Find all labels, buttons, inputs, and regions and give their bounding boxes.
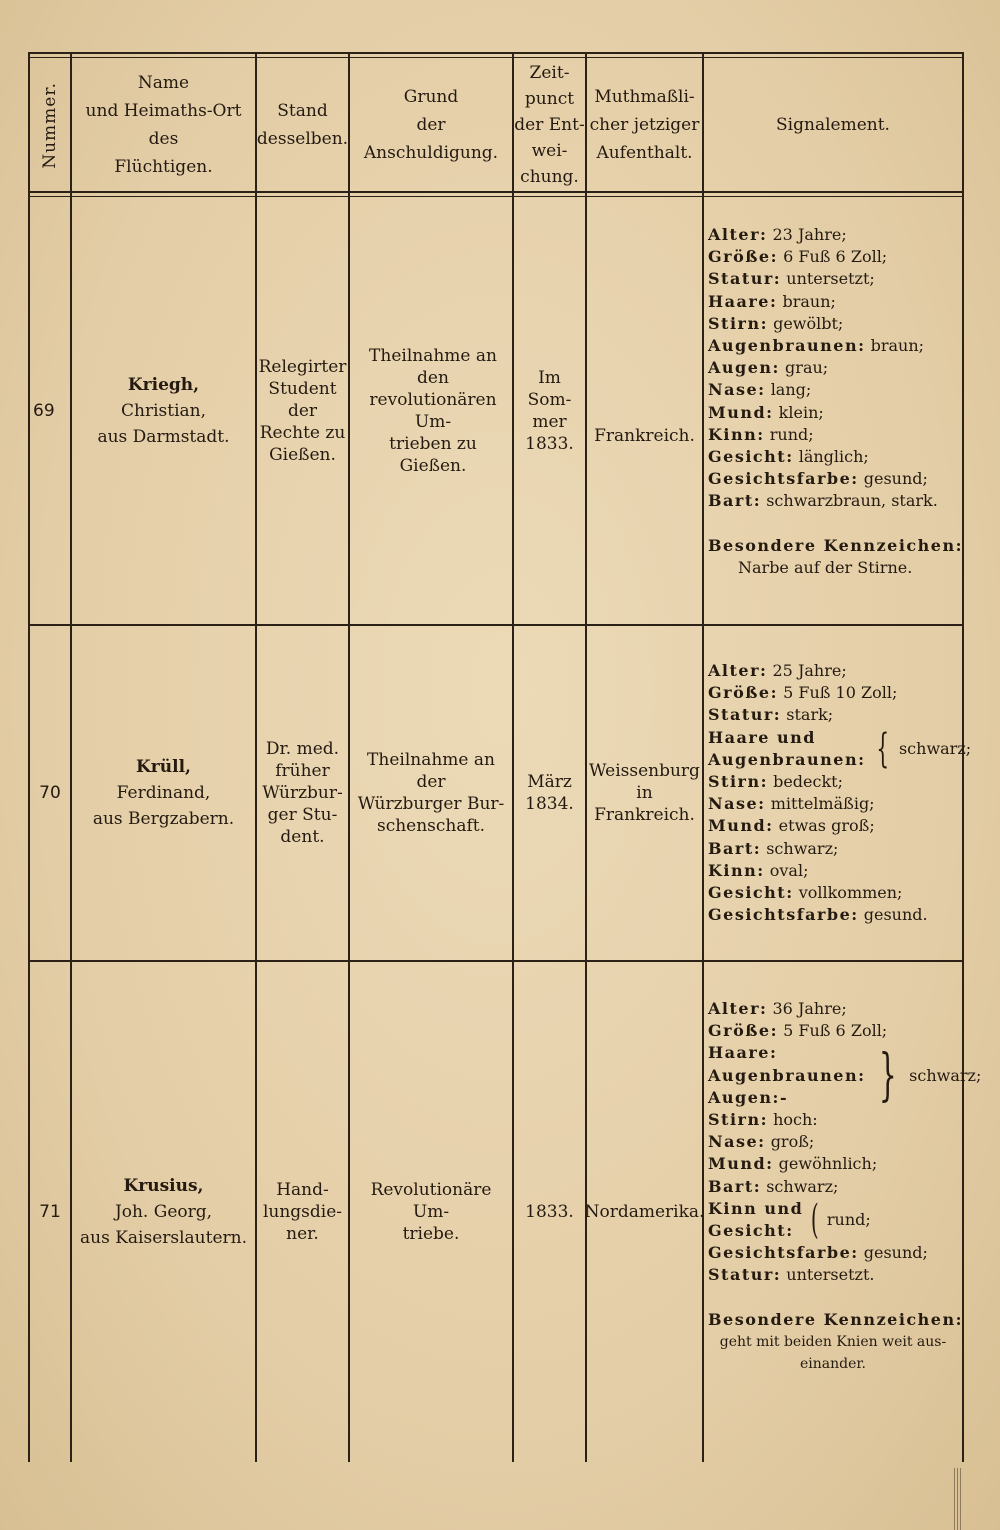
zeit-line: 1833. [525, 434, 574, 454]
header-line: wei- [531, 141, 568, 161]
header-number [30, 60, 70, 190]
name-line: Krusius, [123, 1176, 204, 1196]
sig-value: gesund; [863, 1243, 928, 1263]
name-line: aus Kaiserslautern. [79, 1228, 247, 1248]
sig-line [708, 424, 963, 446]
fugitive-name [72, 626, 255, 960]
header-line: desselben. [256, 129, 349, 149]
register-table [28, 52, 982, 1462]
sig-value: oval; [769, 860, 809, 880]
sig-label: Gesichtsfarbe: [708, 905, 859, 925]
sig-value: groß; [770, 1132, 815, 1152]
brace-icon: } [878, 1042, 897, 1108]
sig-value: lang; [770, 380, 812, 400]
signalement-71 [708, 998, 981, 1375]
sig-line [708, 224, 963, 246]
sig-label: Haare und [708, 727, 816, 747]
sig-line [708, 446, 963, 468]
header-signalement [704, 60, 962, 190]
sig-label: Mund: [708, 816, 774, 836]
aufenthalt [587, 626, 702, 960]
stand-line: Dr. med. [265, 739, 340, 759]
stand [257, 626, 348, 960]
header-line: des [148, 129, 179, 149]
row-number-value: 70 [39, 783, 61, 803]
sig-line [708, 1153, 981, 1175]
sig-value: gewöhnlich; [778, 1154, 878, 1174]
header-line: der [416, 115, 446, 135]
header-line: cher jetziger [589, 115, 700, 135]
brace-icon: { [875, 725, 889, 772]
sig-line [708, 793, 971, 815]
sig-label: Kinn: [708, 424, 765, 444]
sig-value: schwarz; [766, 838, 839, 858]
sig-value: hoch: [773, 1110, 818, 1130]
name-line: Christian, [121, 401, 206, 421]
sig-label: Haare: [708, 291, 778, 311]
fugitive-name [72, 198, 255, 624]
sig-label: Kinn: [708, 860, 765, 880]
grund-line: Theilnahme an den [369, 346, 497, 388]
header-line: Aufenthalt. [596, 143, 693, 163]
sig-line [708, 815, 971, 837]
stand-line: früher [275, 761, 330, 781]
sig-line [708, 998, 981, 1020]
header-rule-thin [28, 196, 964, 197]
sig-label: Gesichtsfarbe: [708, 1243, 859, 1263]
sig-label: Statur: [708, 705, 782, 725]
sig-label: Größe: [708, 683, 779, 703]
sig-line [708, 468, 963, 490]
sig-label: Augen: [708, 358, 780, 378]
sig-label: Gesicht: [708, 1221, 794, 1241]
header-line: Signalement. [776, 115, 890, 135]
stand-line: Hand- [276, 1180, 329, 1200]
name-line: Joh. Georg, [114, 1202, 213, 1222]
sig-line [708, 490, 963, 512]
sig-label: Alter: [708, 661, 768, 680]
sig-line [708, 1242, 981, 1264]
special-marks-label: Besondere Kennzeichen: [708, 535, 963, 555]
sig-line [708, 291, 963, 313]
sig-line [708, 882, 971, 904]
grund [350, 198, 512, 624]
sig-line [708, 682, 971, 704]
sig-value: 5 Fuß 6 Zoll; [783, 1021, 888, 1041]
sig-value: etwas groß; [778, 816, 875, 836]
special-marks-label: Besondere Kennzeichen: [708, 1309, 963, 1329]
sig-label: Mund: [708, 1154, 774, 1174]
sig-label: Gesichtsfarbe: [708, 469, 859, 489]
stand-line: Relegirter [258, 357, 347, 377]
aufenthalt-line: Frankreich. [594, 426, 695, 446]
stand-line: lungsdie- [262, 1202, 343, 1222]
sig-line [708, 402, 963, 424]
sig-label: Bart: [708, 1176, 762, 1196]
header-line: Muthmaßli- [594, 87, 695, 107]
zeitpunct [514, 962, 585, 1462]
name-line: Kriegh, [127, 375, 200, 395]
sig-value: braun; [870, 336, 925, 356]
header-line: chung. [520, 167, 579, 187]
zeitpunct [514, 198, 585, 624]
name-line: Krüll, [136, 757, 191, 777]
top-rule [28, 52, 964, 54]
header-rule [28, 191, 964, 193]
sig-label: Augenbraunen: [708, 336, 866, 356]
name-line: Ferdinand, [116, 783, 211, 803]
sig-label: Kinn und [708, 1198, 804, 1218]
zeit-line: Im [538, 368, 561, 388]
row-number [30, 198, 70, 624]
aufenthalt [584, 962, 705, 1462]
grund-line: Würzburger Bur- [357, 794, 505, 814]
sig-value: vollkommen; [798, 883, 903, 903]
aufenthalt-line: Weissenburg [589, 761, 700, 781]
special-line: geht mit beiden Knien weit aus- [719, 1333, 947, 1350]
sig-label: Mund: [708, 402, 774, 422]
aufenthalt-line: Nordamerika. [584, 1202, 705, 1222]
sig-label: Nase: [708, 1132, 766, 1152]
row-number-value: 69 [33, 401, 55, 421]
sig-value: 6 Fuß 6 Zoll; [783, 247, 888, 267]
row-number [30, 962, 70, 1462]
sig-brace-group [708, 1042, 981, 1109]
sig-value: gesund. [863, 905, 928, 925]
sig-label: Nase: [708, 794, 766, 814]
header-line: Zeit- [529, 63, 570, 83]
stand-line: der [287, 401, 318, 421]
sig-line [708, 860, 971, 882]
sig-value: bedeckt; [773, 772, 843, 792]
zeit-line: März [527, 772, 572, 792]
stand-line: dent. [280, 827, 325, 847]
sig-value: braun; [782, 291, 836, 311]
sig-value: schwarz; [898, 738, 972, 758]
grund-line: Revolutionäre Um- [370, 1180, 492, 1222]
stand-line: Rechte zu [259, 423, 346, 443]
stand-line: Student [268, 379, 337, 399]
sig-brace-group [708, 727, 971, 771]
header-line: Anschuldigung. [363, 143, 499, 163]
sig-value: klein; [778, 402, 824, 422]
header-zeit [514, 60, 585, 190]
sig-value: 25 Jahre; [772, 661, 847, 680]
aufenthalt [587, 198, 702, 624]
sig-value: schwarzbraun, stark. [766, 491, 938, 511]
grund-line: triebe. [402, 1224, 460, 1244]
zeitpunct [514, 626, 585, 960]
signalement-69 [708, 224, 963, 579]
sig-value: mittelmäßig; [770, 794, 875, 814]
sig-value: untersetzt; [786, 269, 875, 289]
stand-line: ger Stu- [267, 805, 338, 825]
sig-label: Größe: [708, 1021, 779, 1041]
sig-line [708, 1176, 981, 1198]
grund-line: Theilnahme an der [367, 750, 495, 792]
grund-line: revolutionären Um- [369, 390, 497, 432]
zeit-line: Som- [527, 390, 572, 410]
sig-line [708, 335, 963, 357]
sig-line [708, 704, 971, 726]
sig-label: Augenbraunen: [708, 1065, 866, 1085]
header-line: Stand [277, 101, 328, 121]
sig-value: 36 Jahre; [772, 999, 847, 1018]
sig-label: Gesicht: [708, 447, 794, 467]
sig-label: Augenbraunen: [708, 749, 866, 769]
stand-line: ner. [286, 1224, 319, 1244]
stand [257, 198, 348, 624]
sig-line [708, 1020, 981, 1042]
header-line: Name [137, 73, 190, 93]
sig-line [708, 838, 971, 860]
sig-value: rund; [826, 1209, 871, 1229]
special-line: einander. [800, 1356, 866, 1373]
sig-value: stark; [786, 705, 834, 725]
sig-line [708, 246, 963, 268]
fugitive-name [72, 962, 255, 1462]
sig-value: untersetzt. [786, 1265, 875, 1285]
grund [350, 962, 512, 1462]
signalement-70 [708, 660, 971, 926]
sig-line [708, 660, 971, 682]
header-aufenthalt [587, 60, 702, 190]
header-line: Grund [403, 87, 459, 107]
top-rule-thin [28, 57, 964, 58]
header-line: der Ent- [514, 115, 585, 135]
zeit-line: 1833. [525, 1202, 574, 1222]
sig-label: Stirn: [708, 313, 768, 333]
brace-icon: ( [811, 1197, 819, 1244]
name-line: aus Darmstadt. [97, 427, 230, 447]
header-line: und Heimaths-Ort [85, 101, 242, 121]
header-name [72, 60, 255, 190]
sig-line [708, 268, 963, 290]
sig-value: länglich; [798, 447, 869, 467]
sig-value: gewölbt; [773, 313, 844, 333]
sig-label: Größe: [708, 247, 779, 267]
binding-edge [954, 1468, 962, 1530]
sig-label: Haare: [708, 1043, 778, 1063]
zeit-line: 1834. [525, 794, 574, 814]
sig-line [708, 379, 963, 401]
header-grund [350, 60, 512, 190]
sig-label: Bart: [708, 491, 762, 511]
header-line: Flüchtigen. [114, 157, 213, 177]
sig-value: rund; [769, 424, 814, 444]
name-line: aus Bergzabern. [92, 809, 235, 829]
row-number-value: 71 [39, 1202, 61, 1222]
grund [350, 626, 512, 960]
sig-label: Statur: [708, 269, 782, 289]
sig-value: schwarz; [909, 1065, 982, 1085]
sig-value: gesund; [863, 469, 928, 489]
sig-value: 5 Fuß 10 Zoll; [783, 683, 898, 703]
sig-line [708, 313, 963, 335]
sig-value: grau; [785, 358, 829, 378]
stand [257, 962, 348, 1462]
sig-value: schwarz; [766, 1176, 839, 1196]
sig-line [708, 771, 971, 793]
sig-label: Augen:- [708, 1087, 789, 1107]
column-rule [702, 52, 704, 1462]
header-stand [257, 60, 348, 190]
special-marks-text: Narbe auf der Stirne. [738, 557, 913, 577]
sig-label: Nase: [708, 380, 766, 400]
special-marks-text [708, 1331, 958, 1375]
sig-line [708, 1109, 981, 1131]
sig-label: Alter: [708, 999, 768, 1018]
header-line: punct [524, 89, 575, 109]
grund-line: trieben zu Gießen. [389, 434, 477, 476]
sig-brace-group [708, 1198, 981, 1242]
header-number-label: Nummer. [40, 81, 60, 169]
sig-label: Gesicht: [708, 883, 794, 903]
sig-line [708, 1131, 981, 1153]
sig-line [708, 1264, 981, 1286]
sig-label: Bart: [708, 838, 762, 858]
sig-label: Stirn: [708, 772, 768, 792]
sig-label: Alter: [708, 225, 768, 244]
stand-line: Gießen. [269, 445, 336, 465]
stand-line: Würzbur- [262, 783, 343, 803]
sig-value: 23 Jahre; [772, 225, 847, 244]
sig-label: Statur: [708, 1265, 782, 1285]
sig-label: Stirn: [708, 1110, 768, 1130]
sig-line [708, 357, 963, 379]
sig-line [708, 904, 971, 926]
grund-line: schenschaft. [376, 816, 486, 836]
row-number [30, 626, 70, 960]
zeit-line: mer [532, 412, 567, 432]
aufenthalt-line: in Frankreich. [594, 783, 695, 825]
